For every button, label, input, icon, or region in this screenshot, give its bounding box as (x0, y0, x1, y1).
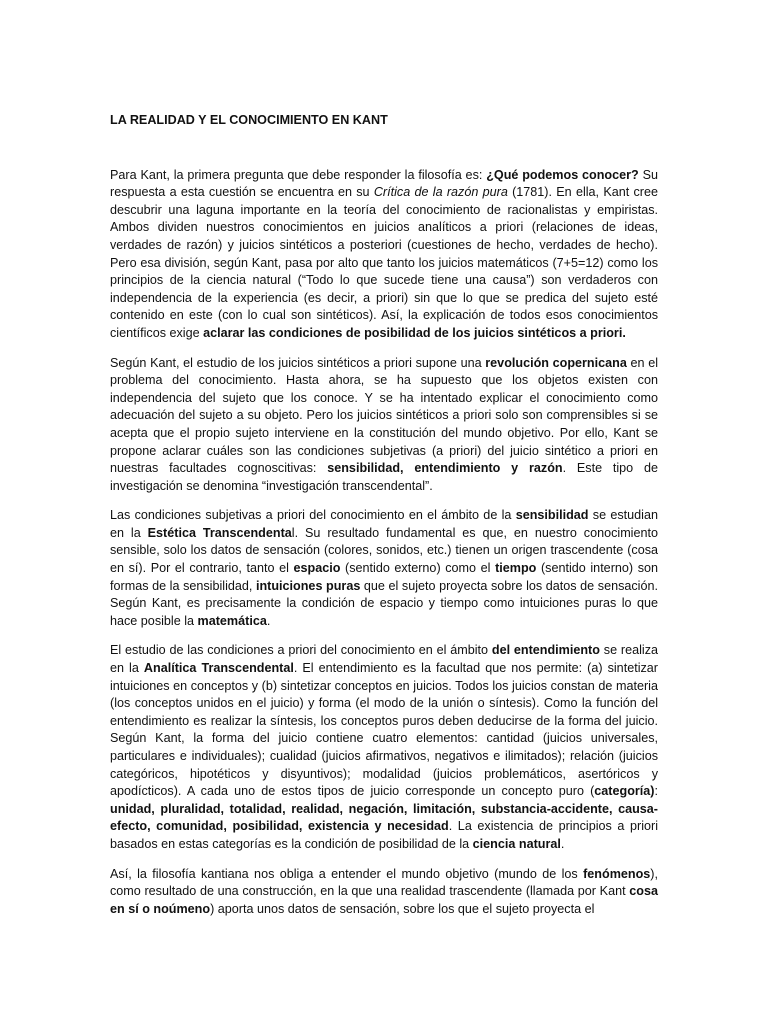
bold-text: ciencia natural (472, 836, 561, 851)
text-run: se realiza en la (110, 643, 658, 676)
bold-text: del entendimiento (491, 643, 600, 658)
paragraph-4 (110, 642, 658, 853)
paragraph-3 (110, 507, 658, 630)
text-run: . (266, 613, 271, 628)
text-run: (sentido externo) como el (340, 561, 496, 576)
text-run: Para Kant, la primera pregunta que debe responder la filosofía es: (110, 167, 487, 182)
paragraph-2 (110, 355, 658, 496)
text-run: . (560, 836, 565, 851)
bold-text: unidad, pluralidad, totalidad, realidad, negación, limitación, substancia-accidente, causa-efecto, comunidad, posibilidad, existencia y necesidad (110, 801, 658, 834)
text-run: (sentido interno) son formas de la sensibilidad, (110, 561, 659, 593)
italic-text: Crítica de la razón pura (373, 185, 508, 200)
bold-text: tiempo (495, 561, 537, 576)
bold-text: espacio (293, 561, 341, 576)
bold-text: revolución copernicana (485, 355, 627, 370)
bold-text: aclarar las condiciones de posibilidad de los juicios sintéticos a priori. (203, 325, 626, 340)
text-run: l. Su resultado fundamental es que, en nuestro conocimiento sensible, solo los datos de sensación (colores, sonidos, etc.) tienen un origen trascendente (cosa en sí). Por el contrario, tanto el (110, 525, 658, 576)
text-run: Así, la filosofía kantiana nos obliga a entender el mundo objetivo (mundo de los (110, 866, 584, 881)
bold-text: Analítica Transcendental (143, 661, 294, 676)
bold-text: matemática (197, 613, 267, 628)
document-title: LA REALIDAD Y EL CONOCIMIENTO EN KANT (110, 113, 388, 127)
text-run: que el sujeto proyecta sobre los datos de sensación. Según Kant, es precisamente la condición de espacio y tiempo como intuiciones puras lo que hace posible la (110, 578, 658, 628)
text-run: se estudian en la (110, 508, 658, 540)
bold-text: sensibilidad (515, 508, 589, 523)
bold-text: intuiciones puras (255, 578, 361, 593)
text-run: Según Kant, el estudio de los juicios sintéticos a priori supone una (110, 355, 486, 370)
text-run: . La existencia de principios a priori basados en estas categorías es la condición de posibilidad de la (110, 819, 658, 851)
text-run: ), como resultado de una construcción, en la que una realidad trascendente (llamada por Kant (110, 866, 658, 899)
text-run: El estudio de las condiciones a priori del conocimiento en el ámbito (110, 643, 492, 658)
text-run: . Este tipo de investigación se denomina “investigación transcendental”. (110, 461, 658, 493)
bold-text: ¿Qué podemos conocer? (486, 167, 639, 182)
text-run: ) aporta unos datos de sensación, sobre los que el sujeto proyecta el (210, 901, 595, 916)
text-run: Su respuesta a esta cuestión se encuentra en su (110, 167, 658, 200)
paragraph-5 (110, 866, 658, 919)
document-body (110, 167, 658, 919)
bold-text: sensibilidad, entendimiento y razón (327, 461, 563, 476)
text-run: en el problema del conocimiento. Hasta ahora, se ha supuesto que los objetos existen con independencia del sujeto que los conoce. Y se ha intentado explicar el conocimiento como adecuación del sujeto a su objeto. Pero los juicios sintéticos a priori solo son comprensibles si se acepta que el propio sujeto interviene en la constitución del mundo objetivo. Por ello, Kant se propone aclarar cuáles son las condiciones subjetivas (a priori) del juicio sintético a priori en nuestras facultades cognoscitivas: (110, 355, 659, 476)
text-run: Las condiciones subjetivas a priori del conocimiento en el ámbito de la (110, 508, 516, 523)
text-run: (1781). En ella, Kant cree descubrir una laguna importante en la teoría del conocimiento de racionalistas y empiristas. Ambos dividen nuestros conocimientos en juicios analíticos a priori (relaciones de ideas, verdades de razón) y juicios sintéticos a posteriori (cuestiones de hecho, verdades de hecho). Pero esa división, según Kant, pasa por alto que tanto los juicios matemáticos (7+5=12) como los principios de la ciencia natural (“Todo lo que sucede tiene una causa”) son verdaderos con independencia de la experiencia (es decir, a priori) sin que lo que se predica del sujeto esté contenido en este (con lo cual son sintéticos). Así, la explicación de todos esos conocimientos científicos exige (110, 185, 659, 340)
bold-text: fenómenos (583, 866, 651, 881)
document-page (110, 112, 658, 930)
paragraph-1 (110, 167, 658, 343)
text-run: . El entendimiento es la facultad que nos permite: (a) sintetizar intuiciones en conceptos y (b) sintetizar conceptos en juicios. Todos los juicios constan de materia (los conceptos unidos en el juicio) y forma (el modo de la unión o síntesis). Como la función del entendimiento es realizar la síntesis, los conceptos puros deben deducirse de la forma del juicio. Según Kant, la forma del juicio contiene cuatro elementos: cantidad (juicios universales, particulares e individuales); cualidad (juicios afirmativos, negativos e ilimitados); relación (juicios categóricos, hipotéticos y disyuntivos); modalidad (juicios problemáticos, asertóricos y apodícticos). A cada uno de estos tipos de juicio corresponde un concepto puro ( (110, 661, 658, 799)
text-run: : (654, 784, 658, 799)
bold-text: categoría) (594, 784, 655, 799)
bold-text: cosa en sí o noúmeno (110, 884, 658, 916)
bold-text: Estética Transcendenta (147, 525, 292, 540)
